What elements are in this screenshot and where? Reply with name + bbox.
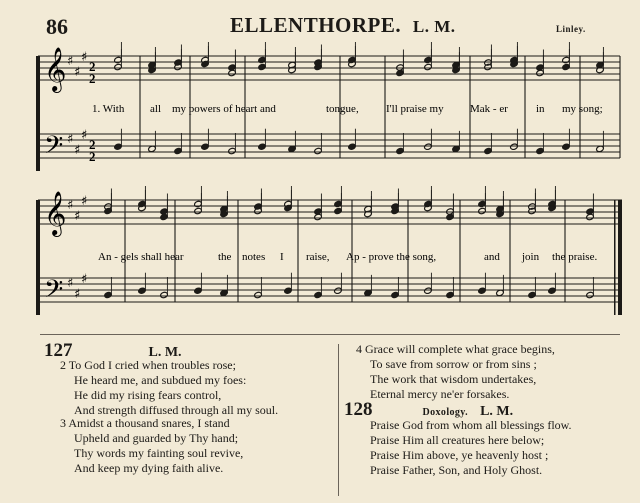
lyric-1-1: all bbox=[150, 103, 161, 115]
verse-line: Praise Him all creatures here below; bbox=[370, 433, 545, 447]
hymn-127-verse-3 bbox=[60, 416, 243, 476]
key-signatures bbox=[67, 50, 87, 302]
svg-text:♯: ♯ bbox=[67, 132, 74, 147]
lyric-2-2: notes bbox=[242, 251, 266, 263]
time-sig-bottom-1: 2 bbox=[89, 71, 96, 86]
verse-line: To save from sorrow or from sins ; bbox=[370, 357, 537, 371]
hymn-127-verse-2 bbox=[60, 358, 278, 418]
system2-left-bar bbox=[36, 200, 40, 315]
svg-text:♯: ♯ bbox=[81, 128, 88, 143]
title-meter: L. M. bbox=[412, 17, 456, 36]
final-thin-bar bbox=[614, 200, 616, 315]
lyric-1-6: in bbox=[536, 103, 545, 115]
verse-line: Praise Father, Son, and Holy Ghost. bbox=[370, 463, 543, 477]
hymn-number: 128 bbox=[344, 399, 373, 420]
verse-line: Praise God from whom all blessings flow. bbox=[370, 418, 572, 432]
lyric-1-5: Mak - er bbox=[470, 103, 508, 115]
hymn-127-verse-4 bbox=[356, 342, 555, 402]
bass-clef-1: 𝄢 bbox=[44, 131, 64, 166]
svg-text:♯: ♯ bbox=[74, 143, 81, 158]
verse-line: Praise Him above, ye heavenly host ; bbox=[370, 448, 549, 462]
verse-line: Upheld and guarded by Thy hand; bbox=[74, 431, 239, 445]
svg-text:♯: ♯ bbox=[67, 54, 74, 69]
staff-lines bbox=[38, 56, 622, 302]
verse-line: 3 Amidst a thousand snares, I stand bbox=[60, 416, 230, 430]
lyric-1-7: my song; bbox=[562, 103, 603, 115]
time-sig-bottom-2: 2 bbox=[89, 149, 96, 164]
hymn-128-verse bbox=[370, 418, 572, 478]
lyric-2-3: I bbox=[280, 251, 284, 263]
system1-left-bar bbox=[36, 56, 40, 171]
lyric-2-7: join bbox=[522, 251, 540, 263]
verse-line: And keep my dying faith alive. bbox=[74, 461, 224, 475]
hymn-meter: L. M. bbox=[480, 404, 514, 419]
treble-clef-2: 𝄞 bbox=[44, 191, 67, 235]
final-thick-bar bbox=[618, 200, 622, 315]
svg-text:♯: ♯ bbox=[67, 276, 74, 291]
column-divider bbox=[338, 344, 339, 496]
verse-line: Thy words my fainting soul revive, bbox=[74, 446, 244, 460]
svg-text:♯: ♯ bbox=[81, 272, 88, 287]
lyric-2-1: the bbox=[218, 251, 232, 263]
lyric-2-6: and bbox=[484, 251, 500, 263]
verse-line: Eternal mercy ne'er forsakes. bbox=[370, 387, 510, 401]
lyric-2-0: An - gels shall hear bbox=[98, 251, 184, 263]
verse-line: And strength diffused through all my soul. bbox=[74, 403, 279, 417]
verse-line: He did my rising fears control, bbox=[74, 388, 222, 402]
page-number: 86 bbox=[46, 14, 68, 39]
lyric-1-4: I'll praise my bbox=[386, 103, 444, 115]
lyric-2-5: Ap - prove the song, bbox=[346, 251, 437, 263]
svg-text:♯: ♯ bbox=[74, 209, 81, 224]
bass-clef-2: 𝄢 bbox=[44, 275, 64, 310]
composer-name: Linley. bbox=[556, 24, 586, 34]
svg-text:♯: ♯ bbox=[74, 65, 81, 80]
hymn-number: 127 bbox=[44, 340, 73, 361]
treble-clef-1: 𝄞 bbox=[44, 47, 67, 91]
verse-line: He heard me, and subdued my foes: bbox=[74, 373, 247, 387]
title-text: ELLENTHORPE. bbox=[230, 13, 402, 37]
svg-text:♯: ♯ bbox=[81, 50, 88, 65]
svg-text:♯: ♯ bbox=[81, 194, 88, 209]
lyric-2-4: raise, bbox=[306, 251, 330, 263]
hymn-meter: L. M. bbox=[148, 345, 182, 360]
verse-line: 4 Grace will complete what grace begins, bbox=[356, 342, 555, 356]
lyric-1-3: tongue, bbox=[326, 103, 359, 115]
svg-text:♯: ♯ bbox=[67, 198, 74, 213]
verse-line: 2 To God I cried when troubles rose; bbox=[60, 358, 236, 372]
time-sig-top-1: 2 bbox=[89, 59, 96, 74]
svg-text:♯: ♯ bbox=[74, 287, 81, 302]
lyric-1-2: my powers of heart and bbox=[172, 103, 276, 115]
time-sig-top-2: 2 bbox=[89, 137, 96, 152]
verse-line: The work that wisdom undertakes, bbox=[370, 372, 537, 386]
lyric-1-0: 1. With bbox=[92, 103, 125, 115]
barlines bbox=[125, 56, 620, 302]
lyric-2-8: the praise. bbox=[552, 251, 598, 263]
section-divider bbox=[40, 334, 620, 335]
doxology-label: Doxology. bbox=[422, 407, 469, 418]
